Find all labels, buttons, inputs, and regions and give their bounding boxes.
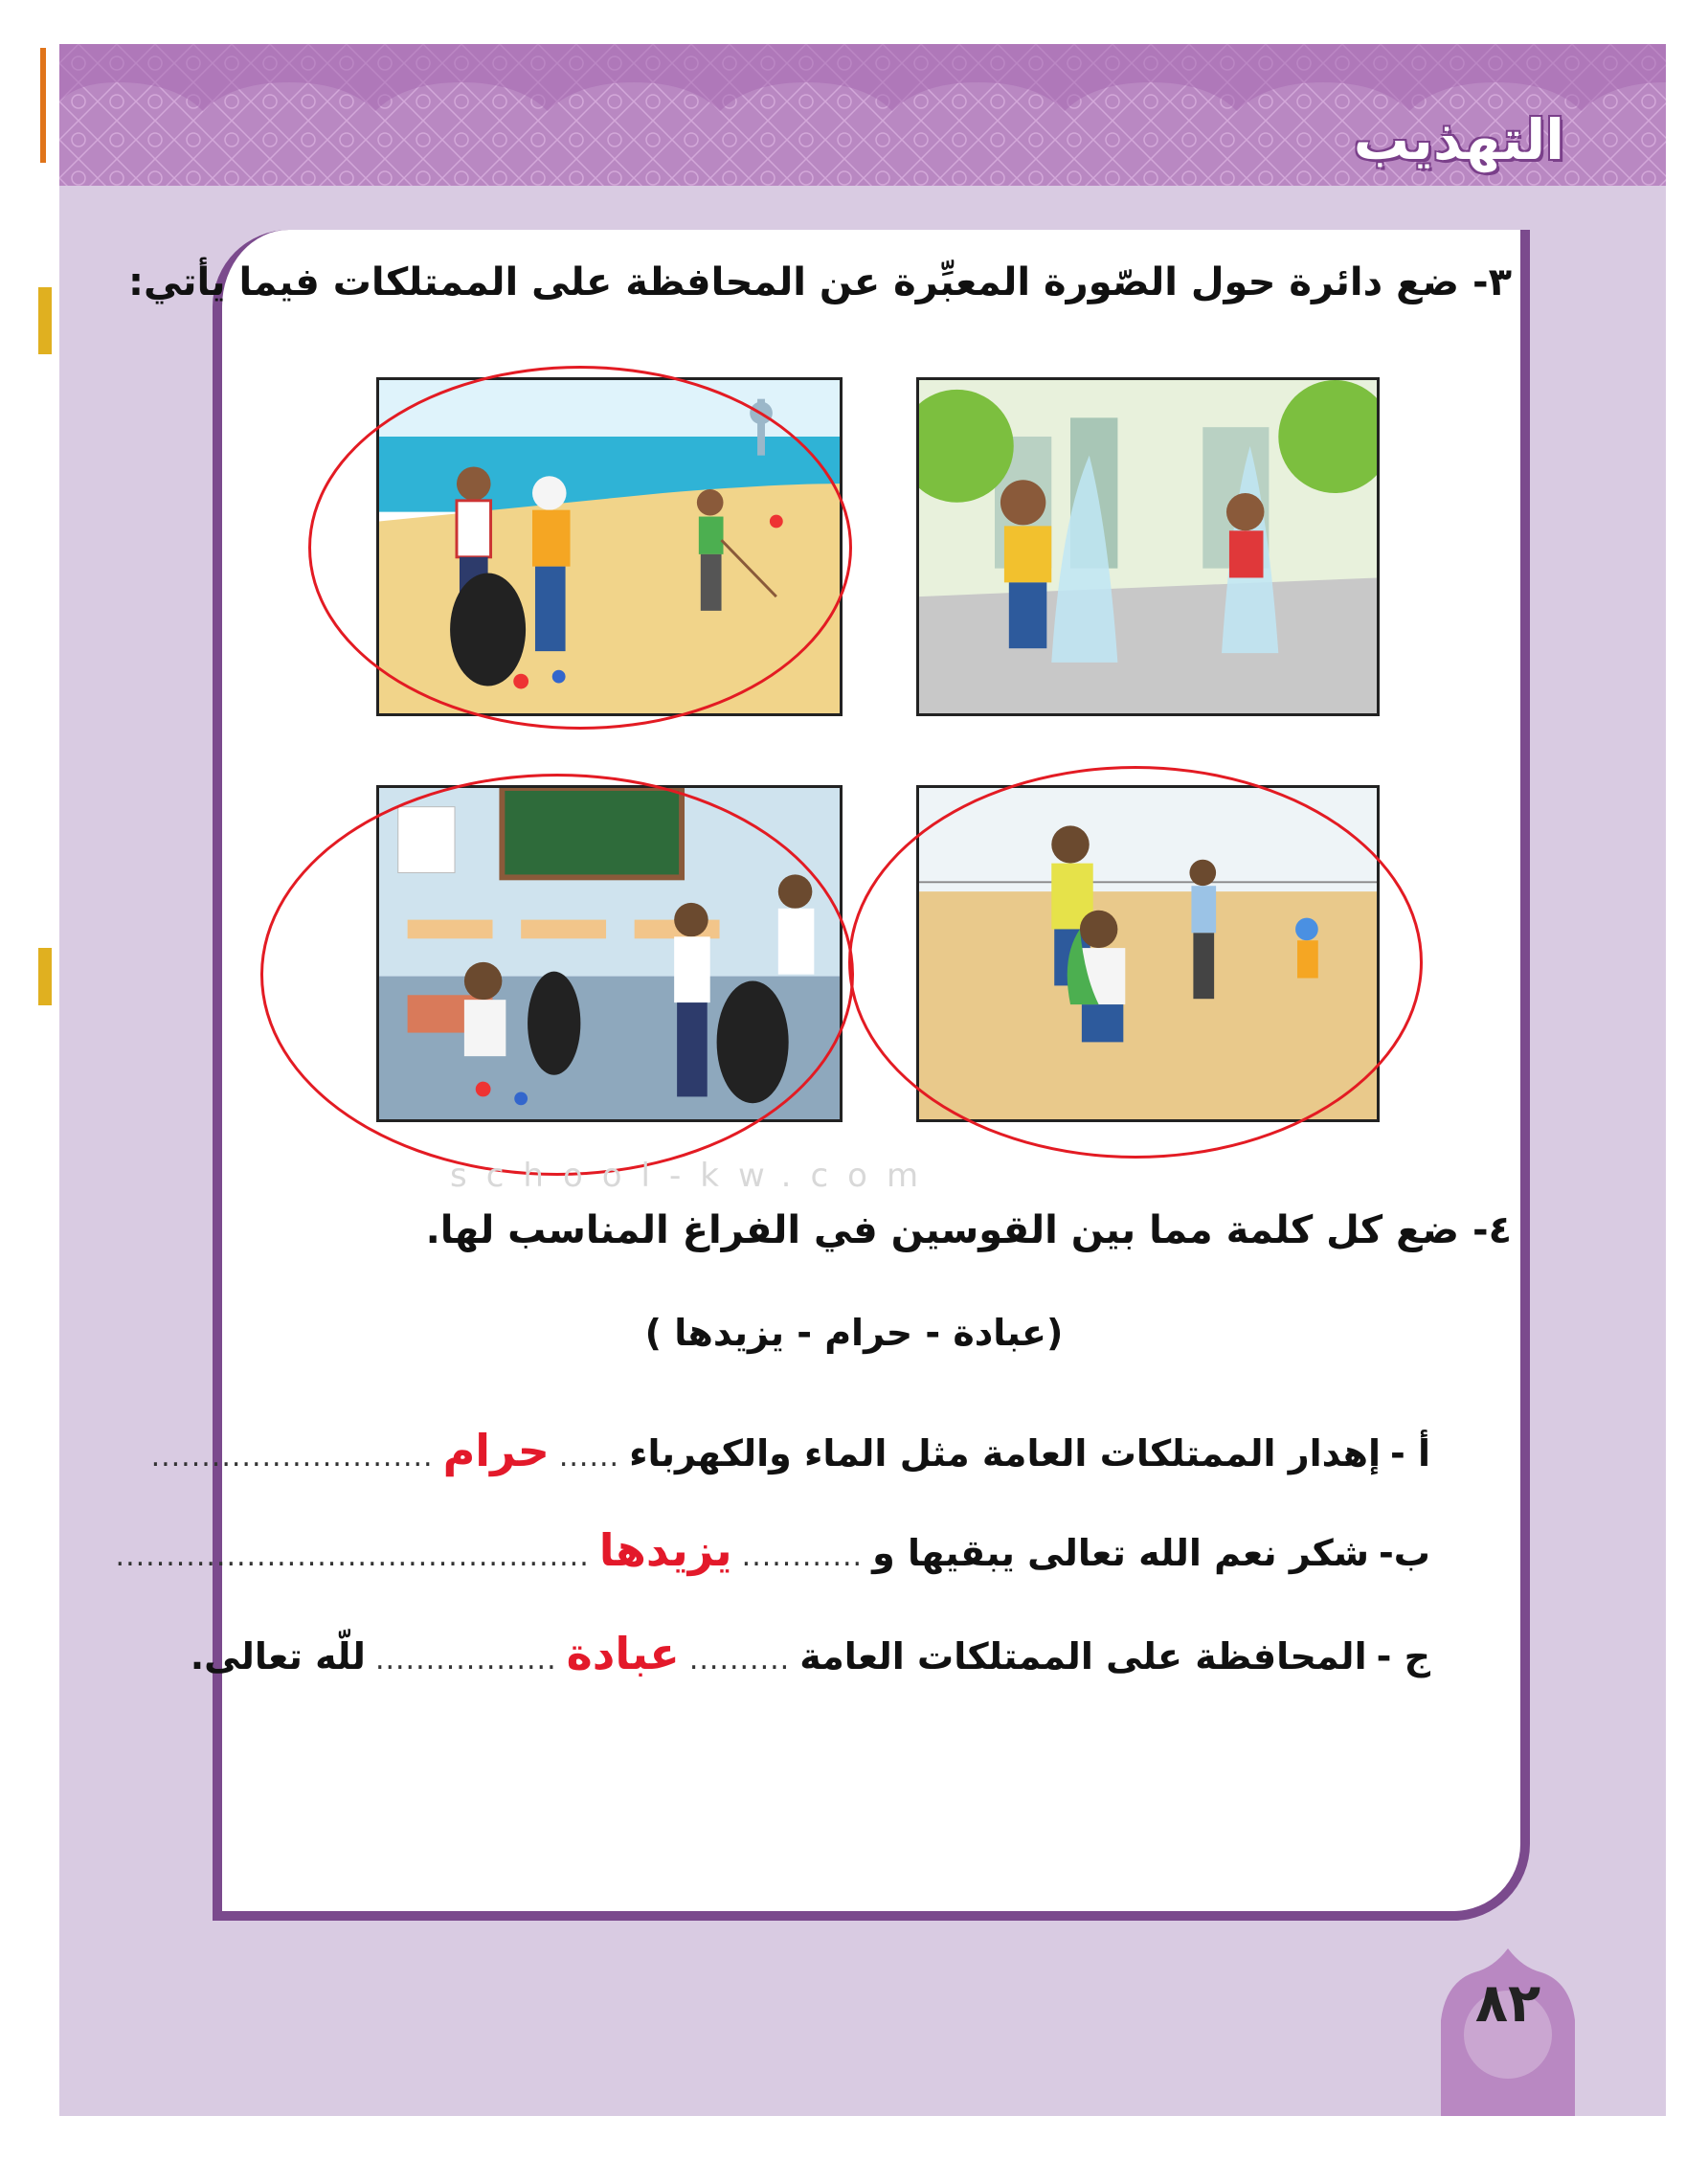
fill-line-c-label: ج -: [1376, 1635, 1430, 1677]
fill-line-a-dots-before: ......: [558, 1440, 620, 1474]
fill-line-b-text: شكر نعم الله تعالى يبقيها و: [872, 1532, 1370, 1574]
fill-line-c-dots-before: ..........: [688, 1643, 791, 1677]
fill-line-a: [151, 1425, 1430, 1476]
question-4-text: ٤- ضع كل كلمة مما بين القوسين في الفراغ المناسب لها.: [425, 1208, 1512, 1252]
fill-line-b-dots-after: ...............................................: [115, 1540, 590, 1573]
fill-line-c-text: المحافظة على الممتلكات العامة: [799, 1635, 1367, 1677]
page-title: التهذيب: [1353, 107, 1564, 172]
watermark-text: school-kw.com: [450, 1157, 938, 1195]
word-choices: (عبادة - حرام - يزيدها ): [644, 1312, 1064, 1354]
fill-line-a-answer[interactable]: حرام: [442, 1425, 550, 1476]
fill-line-c-ending: للّه تعالى.: [190, 1635, 366, 1677]
question-3-text: ٣- ضع دائرة حول الصّورة المعبِّرة عن المحافظة على الممتلكات فيما يأتي:: [128, 260, 1512, 304]
answer-circle-beach: [308, 366, 852, 730]
page-number: ٨٢: [1474, 1972, 1541, 2035]
fill-line-b-answer[interactable]: يزيدها: [598, 1524, 732, 1576]
answer-circle-planting: [848, 766, 1423, 1159]
fill-line-c-answer[interactable]: عبادة: [566, 1628, 680, 1679]
fill-line-a-text: إهدار الممتلكات العامة مثل الماء والكهرباء: [629, 1432, 1381, 1474]
fill-line-c-dots-after: ..................: [374, 1643, 557, 1677]
fill-line-b: [116, 1524, 1430, 1576]
fill-line-b-dots-before: ............: [741, 1540, 864, 1573]
fill-line-b-label: ب-: [1379, 1532, 1430, 1574]
fill-line-a-dots-after: ............................: [150, 1440, 434, 1474]
edge-mark-middle: [38, 287, 52, 354]
fill-line-a-label: أ -: [1389, 1432, 1430, 1474]
edge-mark-bottom: [38, 948, 52, 1005]
edge-mark-top: [40, 48, 46, 163]
fill-line-c: [191, 1628, 1430, 1679]
picture-fountain: [916, 377, 1380, 716]
answer-circle-classroom: [260, 774, 854, 1176]
